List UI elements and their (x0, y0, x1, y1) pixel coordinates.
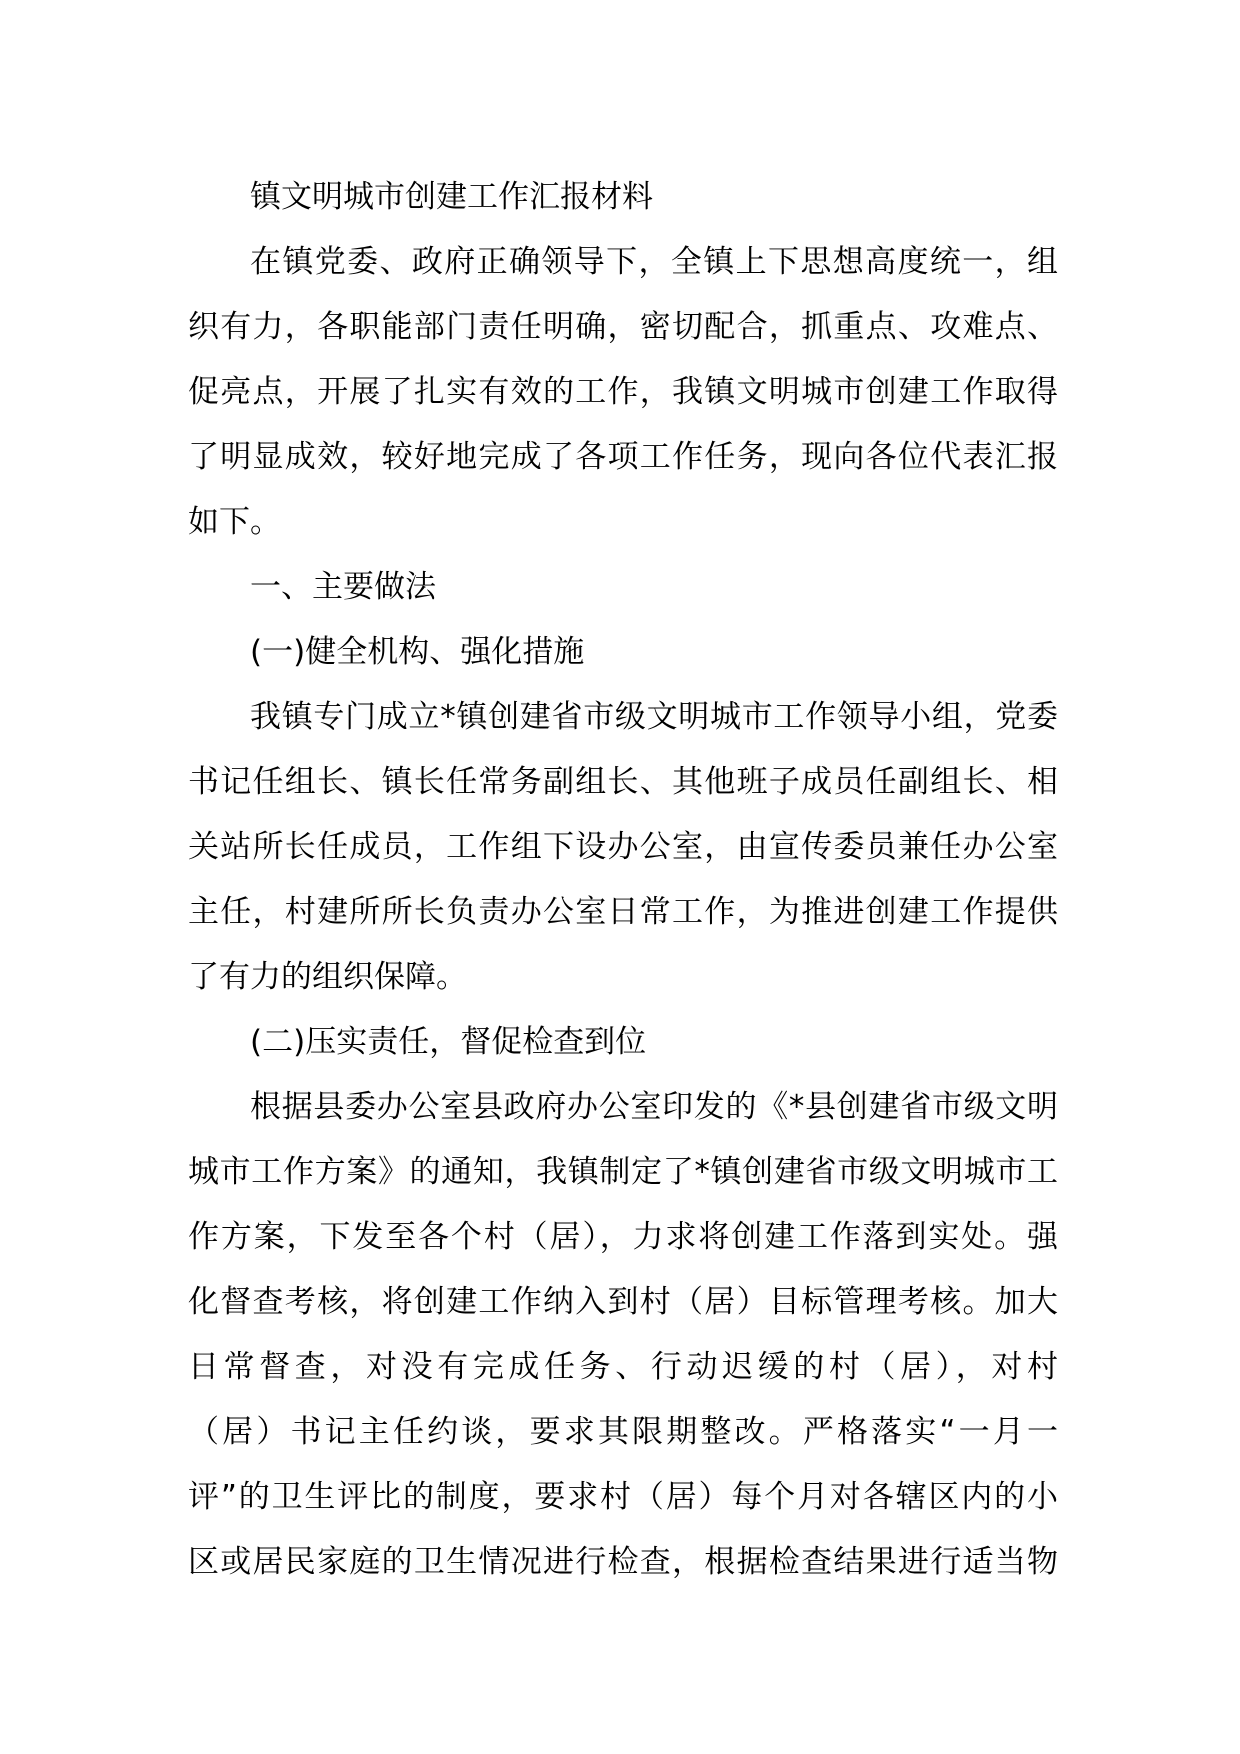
paragraph-line: 根据县委办公室县政府办公室印发的《*县创建省市级文明 (250, 1089, 1058, 1125)
paragraph-line: 城市工作方案》的通知，我镇制定了*镇创建省市级文明城市工 (188, 1154, 1058, 1190)
paragraph-line: 化督查考核，将创建工作纳入到村（居）目标管理考核。加大 (188, 1284, 1058, 1320)
paragraph-line: 在镇党委、政府正确领导下，全镇上下思想高度统一，组 (250, 244, 1058, 280)
paragraph-line: 如下。 (188, 504, 281, 540)
paragraph-line: 关站所长任成员，工作组下设办公室，由宣传委员兼任办公室 (188, 829, 1058, 865)
paragraph-line: 了明显成效，较好地完成了各项工作任务，现向各位代表汇报 (188, 439, 1058, 475)
paragraph-line: 作方案，下发至各个村（居），力求将创建工作落到实处。强 (188, 1219, 1058, 1255)
subsection-heading: (二)压实责任，督促检查到位 (250, 1024, 647, 1060)
paragraph-line: 区或居民家庭的卫生情况进行检查，根据检查结果进行适当物 (188, 1544, 1058, 1580)
subsection-heading: (一)健全机构、强化措施 (250, 634, 585, 670)
paragraph-line: 了有力的组织保障。 (188, 959, 467, 995)
paragraph-line: 书记任组长、镇长任常务副组长、其他班子成员任副组长、相 (188, 764, 1058, 800)
document-page (188, 165, 1058, 1595)
paragraph-line: 评”的卫生评比的制度，要求村（居）每个月对各辖区内的小 (188, 1479, 1058, 1515)
paragraph-line: 促亮点，开展了扎实有效的工作，我镇文明城市创建工作取得 (188, 374, 1058, 410)
section-heading: 一、主要做法 (250, 569, 436, 605)
paragraph-line: 我镇专门成立*镇创建省市级文明城市工作领导小组，党委 (250, 699, 1058, 735)
paragraph-line: 主任，村建所所长负责办公室日常工作，为推进创建工作提供 (188, 894, 1058, 930)
paragraph-line: 织有力，各职能部门责任明确，密切配合，抓重点、攻难点、 (188, 309, 1058, 345)
document-title: 镇文明城市创建工作汇报材料 (250, 179, 653, 215)
paragraph-line: 日常督查，对没有完成任务、行动迟缓的村（居），对村 (188, 1349, 1058, 1385)
paragraph-line: （居）书记主任约谈，要求其限期整改。严格落实“一月一 (188, 1414, 1058, 1450)
